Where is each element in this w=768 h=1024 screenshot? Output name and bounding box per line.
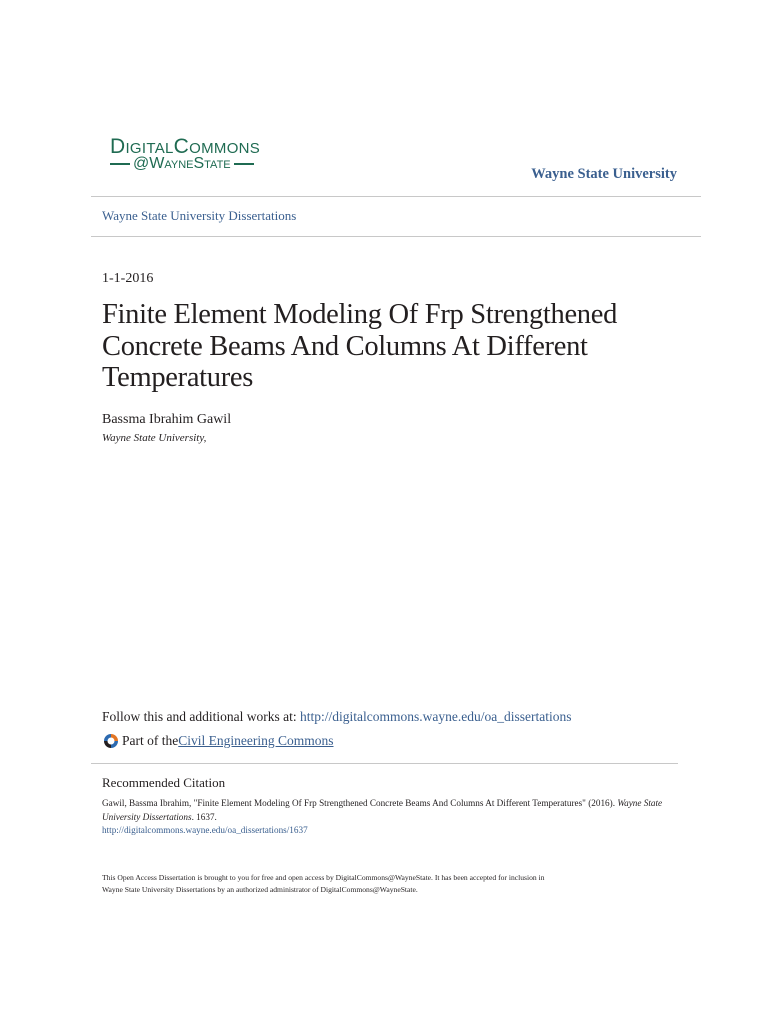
civil-engineering-commons-link[interactable]: Civil Engineering Commons	[178, 733, 334, 748]
citation-url-link[interactable]: http://digitalcommons.wayne.edu/oa_dissertations/1637	[102, 825, 308, 835]
series-link[interactable]: Wayne State University Dissertations	[102, 208, 297, 223]
citation-suffix: . 1637.	[191, 811, 217, 822]
part-prefix: Part of the	[122, 733, 179, 748]
follow-prefix: Follow this and additional works at:	[102, 709, 300, 724]
divider-top	[91, 196, 701, 197]
publication-date: 1-1-2016	[102, 271, 154, 286]
author-affiliation: Wayne State University,	[102, 432, 207, 444]
title-line-1: Finite Element Modeling Of Frp Strengthened	[102, 299, 618, 330]
digitalcommons-logo-bottom	[110, 155, 254, 173]
logo-wordmark: DigitalCommons	[110, 135, 261, 158]
divider-series	[91, 236, 701, 237]
disclaimer-line-1: This Open Access Dissertation is brought to you for free and open access by DigitalCommons@WayneState. It has been accepted for inclusion in	[102, 873, 545, 882]
part-of-line	[102, 732, 334, 750]
document-title	[102, 299, 662, 394]
divider-citation	[91, 763, 678, 764]
follow-line	[102, 709, 571, 725]
citation-series: Wayne State University Dissertations	[102, 798, 663, 822]
disclaimer-line-2: Wayne State University Dissertations by an authorized administrator of DigitalCommons@WayneState.	[102, 885, 418, 894]
logo-rule-right	[234, 163, 254, 165]
follow-url-link[interactable]: http://digitalcommons.wayne.edu/oa_dissertations	[300, 709, 572, 724]
university-link[interactable]: Wayne State University	[531, 166, 677, 182]
title-line-3: Temperatures	[102, 362, 254, 393]
title-line-2: Concrete Beams And Columns At Different	[102, 330, 588, 362]
open-access-disclaimer	[102, 872, 682, 896]
commons-network-icon	[102, 732, 120, 750]
recommended-citation-heading: Recommended Citation	[102, 775, 226, 790]
logo-subtitle: @WayneState	[133, 155, 231, 172]
citation-prefix: Gawil, Bassma Ibrahim, "Finite Element Modeling Of Frp Strengthened Concrete Beams And Columns At Different Temperatures" (2016).	[102, 798, 618, 808]
author-name: Bassma Ibrahim Gawil	[102, 412, 232, 427]
logo-rule-left	[110, 163, 130, 165]
citation-text	[102, 797, 682, 838]
